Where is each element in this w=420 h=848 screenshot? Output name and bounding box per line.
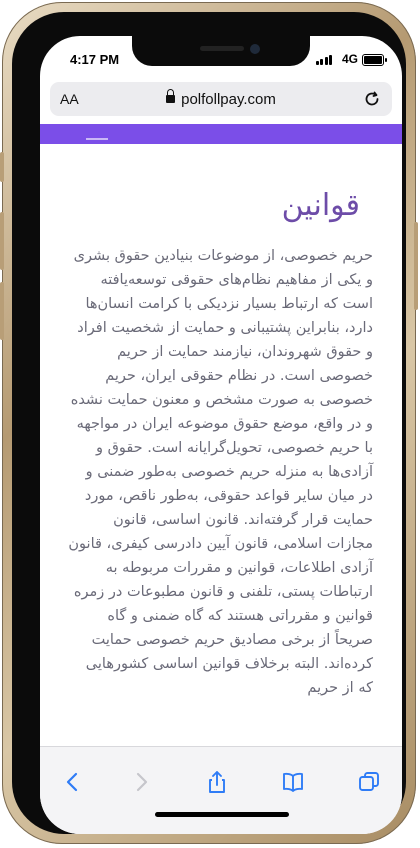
bookmarks-icon[interactable] xyxy=(280,769,306,795)
url-display[interactable] xyxy=(50,91,392,108)
battery-icon xyxy=(362,54,384,66)
lock-icon xyxy=(166,95,175,103)
home-indicator[interactable] xyxy=(155,812,289,817)
phone-frame xyxy=(2,2,416,844)
browser-toolbar xyxy=(40,746,402,834)
speaker-grille xyxy=(200,46,244,51)
status-time: 4:17 PM xyxy=(70,52,120,67)
network-type: 4G xyxy=(341,52,358,66)
volume-up-button xyxy=(0,212,4,270)
front-camera-icon xyxy=(250,44,260,54)
page-content xyxy=(40,144,402,744)
forward-icon[interactable] xyxy=(128,769,154,795)
back-icon[interactable] xyxy=(60,769,86,795)
text-size-button[interactable]: AA xyxy=(60,91,79,107)
notch xyxy=(132,36,310,66)
reload-icon[interactable] xyxy=(362,89,382,109)
url-text: polfollpay.com xyxy=(181,91,276,108)
share-icon[interactable] xyxy=(204,769,230,795)
mute-switch xyxy=(0,152,4,182)
volume-down-button xyxy=(0,282,4,340)
power-button xyxy=(414,222,418,310)
address-bar[interactable] xyxy=(50,82,392,116)
page-body-text: حریم خصوصی، از موضوعات بنیادین حقوق بشری و یکی از مفاهیم نظام‌های حقوقی توسعه‌یافته است که ارتباط بسیار نزدیکی با کرامت انسان‌ها دارد، بنابراین پشتیبانی و حمایت از شخصیت افراد و حقوق شهروندان، نیازمند حمایت از حریم خصوصی است. در نظام حقوقی ایران، حریم خصوصی به صورت مشخص و معنون حمایت نشده و در واقع، موضع حقوق موضوعه ایران در مواجهه با حریم خصوصی، تحویل‌گرایانه است. حقوق و آزادی‌ها به منزله حریم خصوصی به‌طور ضمنی و در میان سایر قواعد حقوقی، به‌طور ناقص، مورد حمایت قرار گرفته‌اند. قانون اساسی، قانون مجازات اسلامی، قانون آیین دادرسی کیفری، قانون آزادی اطلاعات، قوانین و مقررات مربوطه به ارتباطات پستی، تلفنی و قانون مطبوعات در زمره قوانین و مقرراتی هستند که گاه ضمنی و گاه صریحاً از برخی مصادیق حریم خصوصی حمایت کرده‌اند. البته برخلاف قوانین اساسی کشورهایی که از حریم xyxy=(68,248,373,696)
signal-icon xyxy=(316,55,333,65)
phone-bezel xyxy=(12,12,406,834)
page-title: قوانین xyxy=(281,188,360,223)
screen xyxy=(40,36,402,834)
tabs-icon[interactable] xyxy=(356,769,382,795)
